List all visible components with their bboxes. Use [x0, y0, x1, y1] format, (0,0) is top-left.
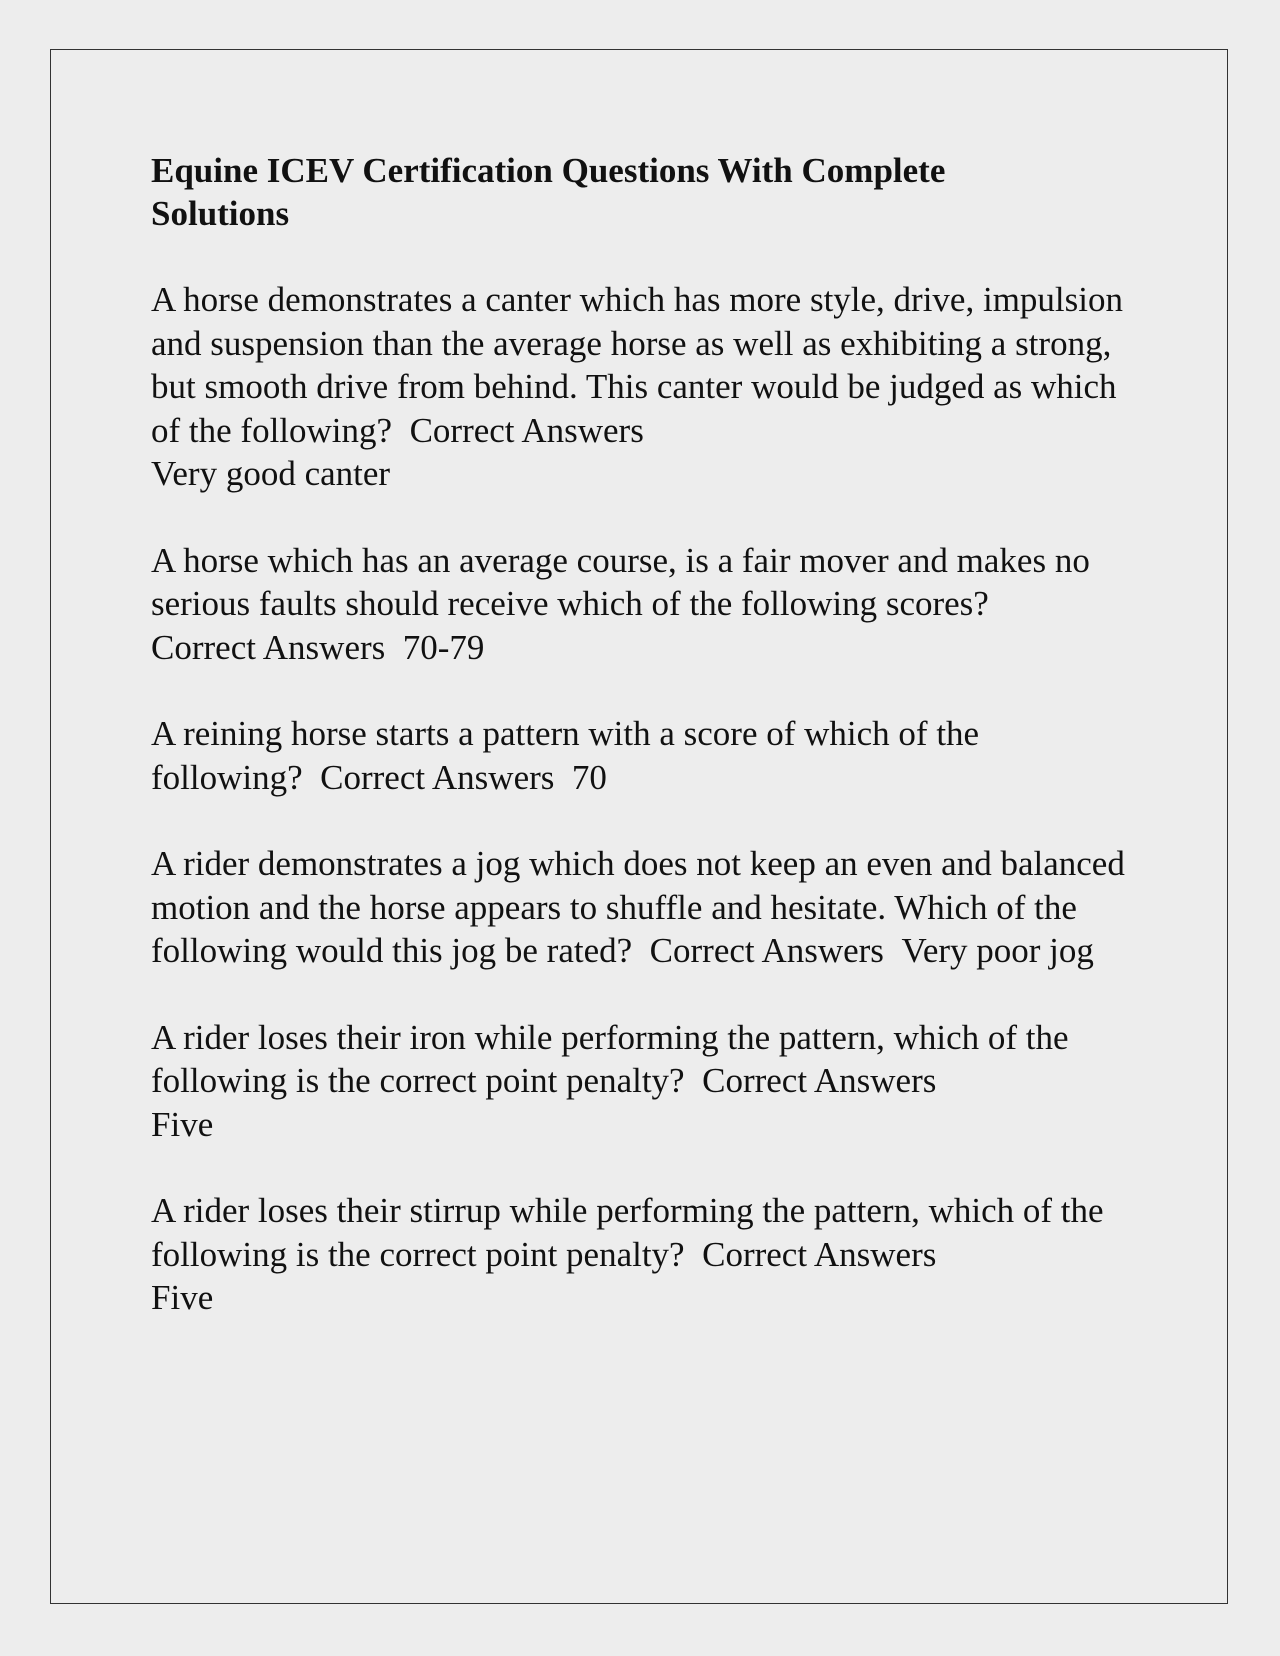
answer-label: Correct Answers — [702, 1061, 937, 1100]
question-text: A rider loses their iron while performing the pattern, which of the following is the correct point penalty? — [151, 1017, 1069, 1100]
answer-label: Correct Answers — [320, 757, 555, 797]
title-line-1: Equine ICEV Certification Questions With Complete — [151, 151, 946, 190]
question-text: A rider loses their stirrup while performing the pattern, which of the following is the correct point penalty? — [151, 1191, 1104, 1274]
answer-label: Correct Answers — [702, 1234, 937, 1274]
question-text: A horse which has an average course, is a fair mover and makes no serious faults should receive which of the following scores? — [151, 540, 1090, 623]
document-title — [151, 149, 1151, 235]
answer-label: Correct Answers — [409, 410, 644, 450]
answer-text: Very good canter — [151, 454, 391, 493]
title-line-2: Solutions — [151, 194, 290, 233]
answer-text: Five — [151, 1104, 214, 1144]
qa-item — [151, 712, 1151, 799]
answer-label: Correct Answers — [649, 931, 884, 970]
qa-item — [151, 1189, 1151, 1320]
qa-item — [151, 539, 1151, 670]
answer-label: Correct Answers — [151, 627, 386, 667]
document-body — [151, 149, 1151, 1363]
answer-text: 70 — [571, 757, 607, 797]
qa-item — [151, 278, 1151, 496]
qa-item — [151, 1016, 1151, 1147]
answer-text: Five — [151, 1278, 214, 1317]
answer-text: Very poor jog — [901, 931, 1094, 970]
question-text: A rider demonstrates a jog which does not keep an even and balanced motion and the horse appears to shuffle and hesitate. Which of the following would this jog be rated? — [151, 844, 1125, 970]
question-text: A horse demonstrates a canter which has more style, drive, impulsion and suspension than the average horse as well as exhibiting a strong, but smooth drive from behind. This canter would be judged as which of the following? — [151, 280, 1123, 450]
question-text: A reining horse starts a pattern with a score of which of the following? — [151, 714, 980, 797]
qa-item — [151, 842, 1151, 973]
answer-text: 70-79 — [402, 627, 485, 667]
